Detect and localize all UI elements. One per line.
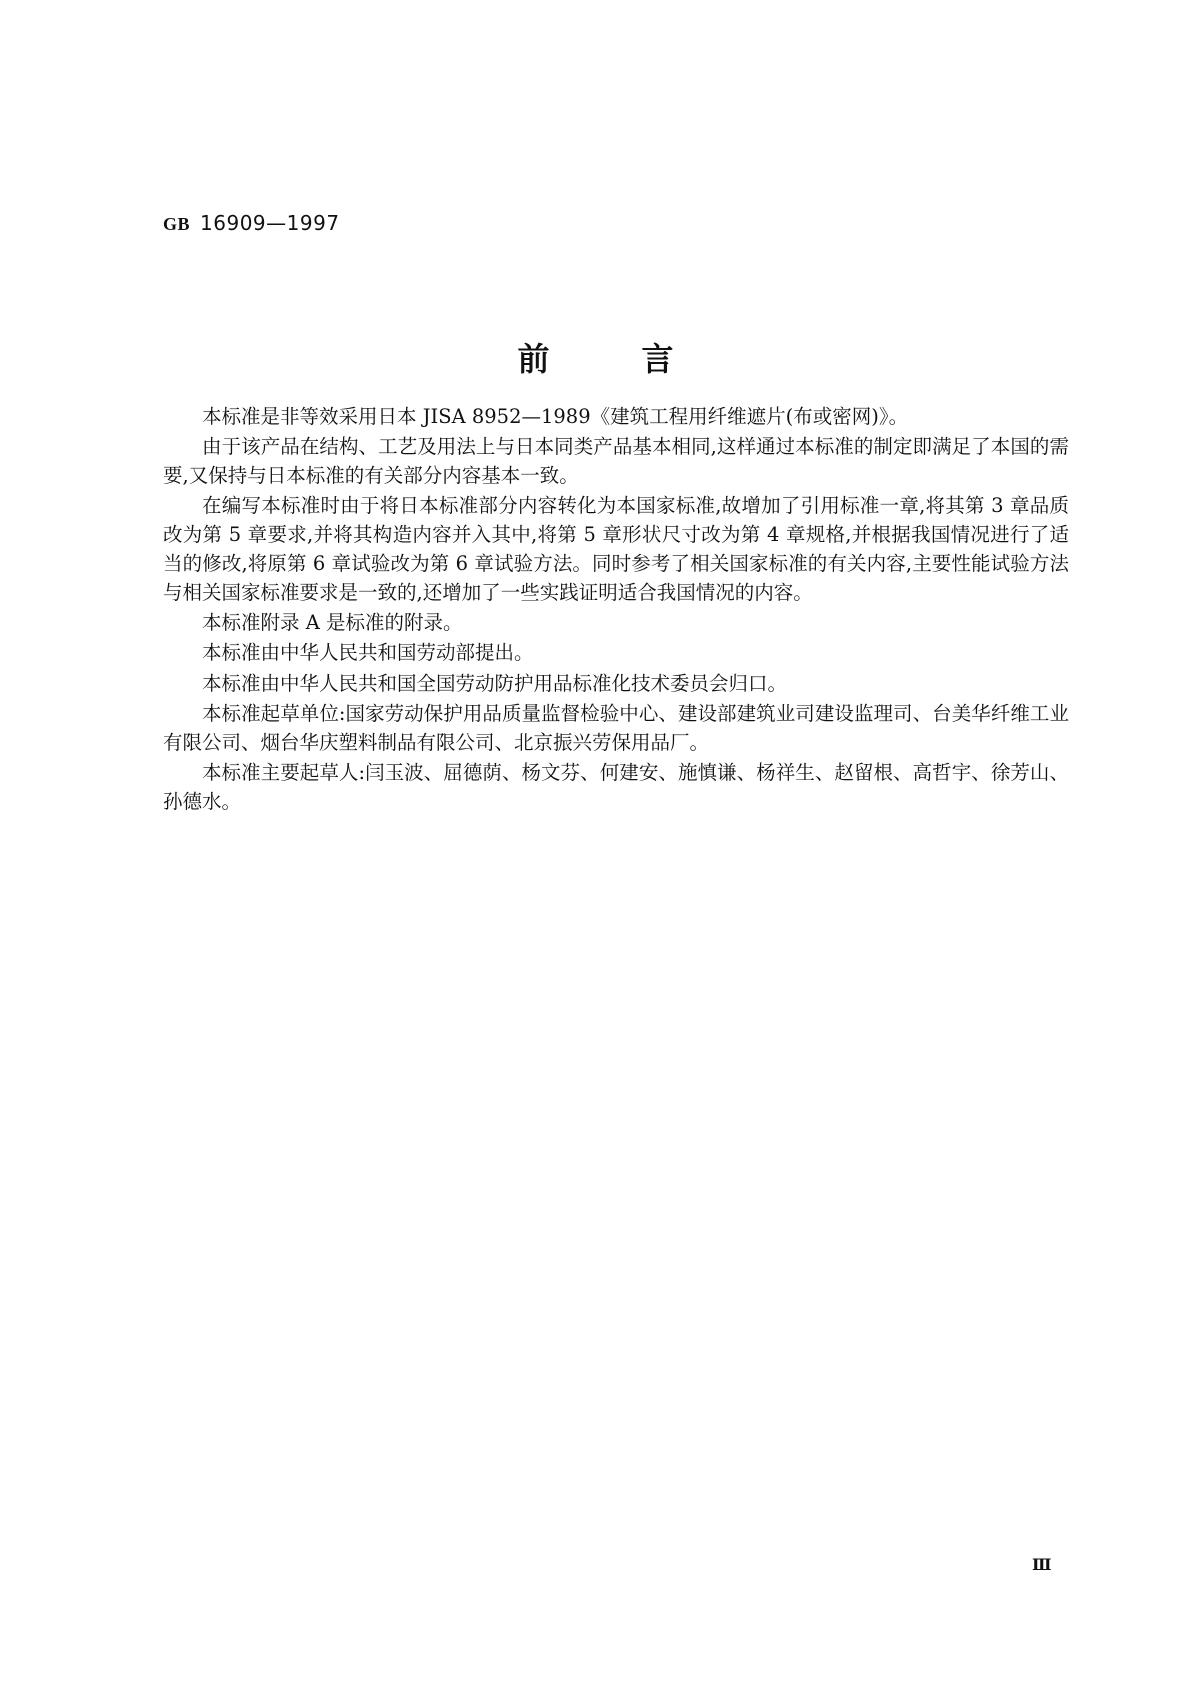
standard-code	[163, 211, 340, 235]
preface-body	[163, 403, 1069, 818]
paragraph-drafting-units: 本标准起草单位:国家劳动保护用品质量监督检验中心、建设部建筑业司建设监理司、台美华纤维工业有限公司、烟台华庆塑料制品有限公司、北京振兴劳保用品厂。	[163, 701, 1069, 754]
paragraph-proposer: 本标准由中华人民共和国劳动部提出。	[202, 641, 534, 665]
paragraph-drafters: 本标准主要起草人:闫玉波、屈德荫、杨文芬、何建安、施慎谦、杨祥生、赵留根、高哲宇、徐芳山、孙德水。	[163, 761, 1069, 813]
paragraph-adoption: 本标准是非等效采用日本 JISA 8952—1989《建筑工程用纤维遮片(布或密网)》。	[202, 405, 909, 428]
paragraph-appendix: 本标准附录 A 是标准的附录。	[202, 611, 463, 635]
paragraph-rationale: 由于该产品在结构、工艺及用法上与日本同类产品基本相同,这样通过本标准的制定即满足了本国的需要,又保持与日本标准的有关部分内容基本一致。	[163, 435, 1069, 488]
paragraph-committee: 本标准由中华人民共和国全国劳动防护用品标准化技术委员会归口。	[202, 671, 788, 695]
paragraph-changes: 在编写本标准时由于将日本标准部分内容转化为本国家标准,故增加了引用标准一章,将其第 3 章品质改为第 5 章要求,并将其构造内容并入其中,将第 5 章形状尺寸改为第 4 章规格,并根据我国情况进行了适当的修改,将原第 6 章试验改为第 6 章试验方法。同时参考了相关国家标准的有关内容,主要性能试验方法与相关国家标准要求是一致的,还增加了一些实践证明适合我国情况的内容。	[163, 494, 1069, 604]
standard-number: 16909—1997	[200, 211, 340, 235]
page-number: Ⅲ	[1032, 1555, 1052, 1574]
standard-prefix: GB	[163, 214, 191, 234]
page-title: 前言	[517, 340, 766, 378]
